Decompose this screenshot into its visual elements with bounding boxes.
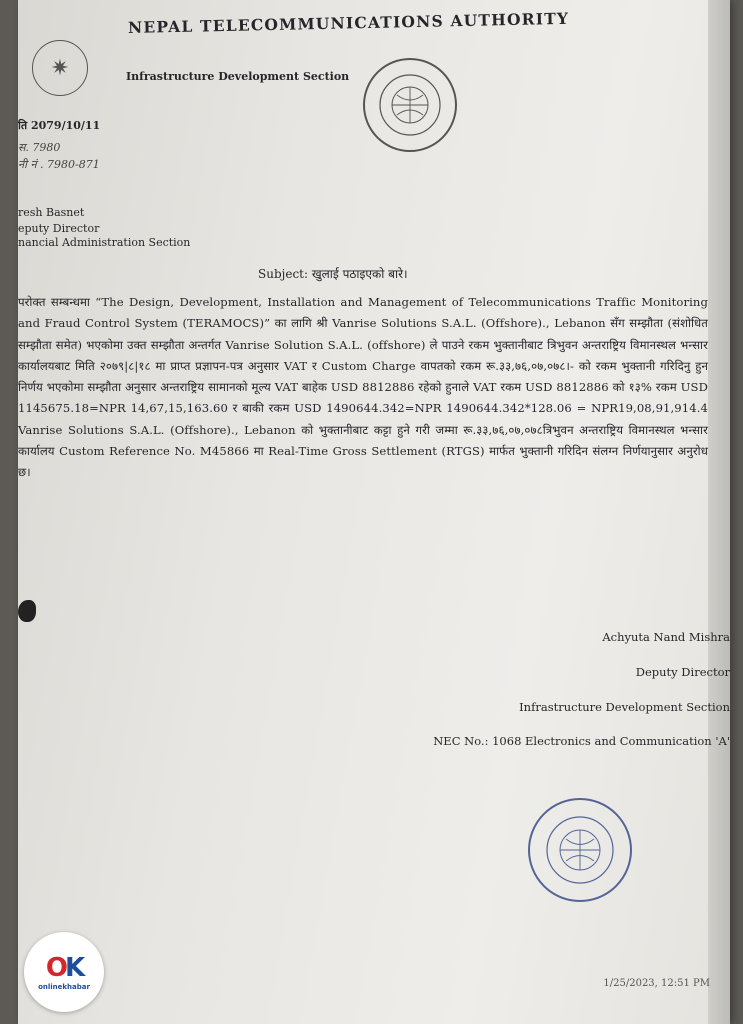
nta-seal-icon bbox=[363, 58, 457, 152]
issuing-section: Infrastructure Development Section bbox=[126, 70, 350, 83]
letter-body bbox=[18, 292, 708, 484]
signatory-title: Deputy Director bbox=[635, 665, 730, 679]
reference-number: स. 7980 bbox=[18, 141, 61, 154]
signatory-section: Infrastructure Development Section bbox=[519, 700, 730, 714]
onlinekhabar-logo-icon: OK onlinekhabar bbox=[24, 932, 104, 1012]
document-title: NEPAL TELECOMMUNICATIONS AUTHORITY bbox=[127, 8, 570, 37]
recipient-title: eputy Director bbox=[18, 222, 100, 235]
signatory-name: Achyuta Nand Mishra bbox=[602, 630, 730, 644]
document-page bbox=[18, 0, 730, 1024]
nec-number: NEC No.: 1068 Electronics and Communication 'A' bbox=[433, 734, 730, 748]
subject-line: Subject: खुलाई पठाइएको बारे। bbox=[258, 267, 408, 281]
print-timestamp: 1/25/2023, 12:51 PM bbox=[603, 978, 710, 989]
recipient-name: resh Basnet bbox=[18, 206, 85, 219]
nta-stamp-icon bbox=[528, 798, 632, 902]
watermark-name: onlinekhabar bbox=[38, 983, 90, 991]
body-paragraph: परोक्त सम्बन्धमा “The Design, Development, Installation and Management of Telecommunications Traffic Monitoring and Fraud Control System (TERAMOCS)” का लागि श्री Vanrise Solutions S.A.L. (Offshore)., Lebanon सँग सम्झौता (संशोधित सम्झौता समेत) भएकोमा उक्त सम्झौता अन्तर्गत Vanrise Solution S.A.L. (offshore) ले पाउने रकम भुक्तानीबाट त्रिभुवन अन्तराष्ट्रिय विमानस्थल भन्सार कार्यालयबाट मिति २०७९|८|१८ मा प्राप्त प्रज्ञापन-पत्र अनुसार VAT र Custom Charge वापतको रकम रू.३३,७६,०७,०७८।- को रकम भुक्तानी गरिदिनु हुन निर्णय भएकोमा सम्झौता अनुसार अन्तराष्ट्रिय सामानको मूल्य VAT बाहेक USD 8812886 रहेको हुनाले VAT रकम USD 8812886 को १३% रकम USD 1145675.18=NPR 14,67,15,163.60 र बाकी रकम USD 1490644.342=NPR 1490644.342*128.06 = NPR19,08,91,914.4 Vanrise Solutions S.A.L. (Offshore)., Lebanon को भुक्तानीबाट कट्टा हुने गरी जम्मा रू.३३,७६,०७,०७८त्रिभुवन अन्तराष्ट्रिय विमानस्थल भन्सार कार्यालय Custom Reference No. M45866 मा Real-Time Gross Settlement (RTGS) मार्फत भुक्तानी गरिदिन संलग्न निर्णयानुसार अनुरोध छ। bbox=[18, 295, 708, 480]
nta-emblem-icon: ✷ bbox=[32, 40, 88, 96]
page-edge bbox=[708, 0, 730, 1024]
date-line: ति 2079/10/11 bbox=[18, 119, 101, 132]
ink-blot bbox=[18, 600, 36, 622]
dispatch-number: नी नं . 7980-871 bbox=[18, 158, 100, 171]
recipient-department: nancial Administration Section bbox=[18, 236, 191, 249]
